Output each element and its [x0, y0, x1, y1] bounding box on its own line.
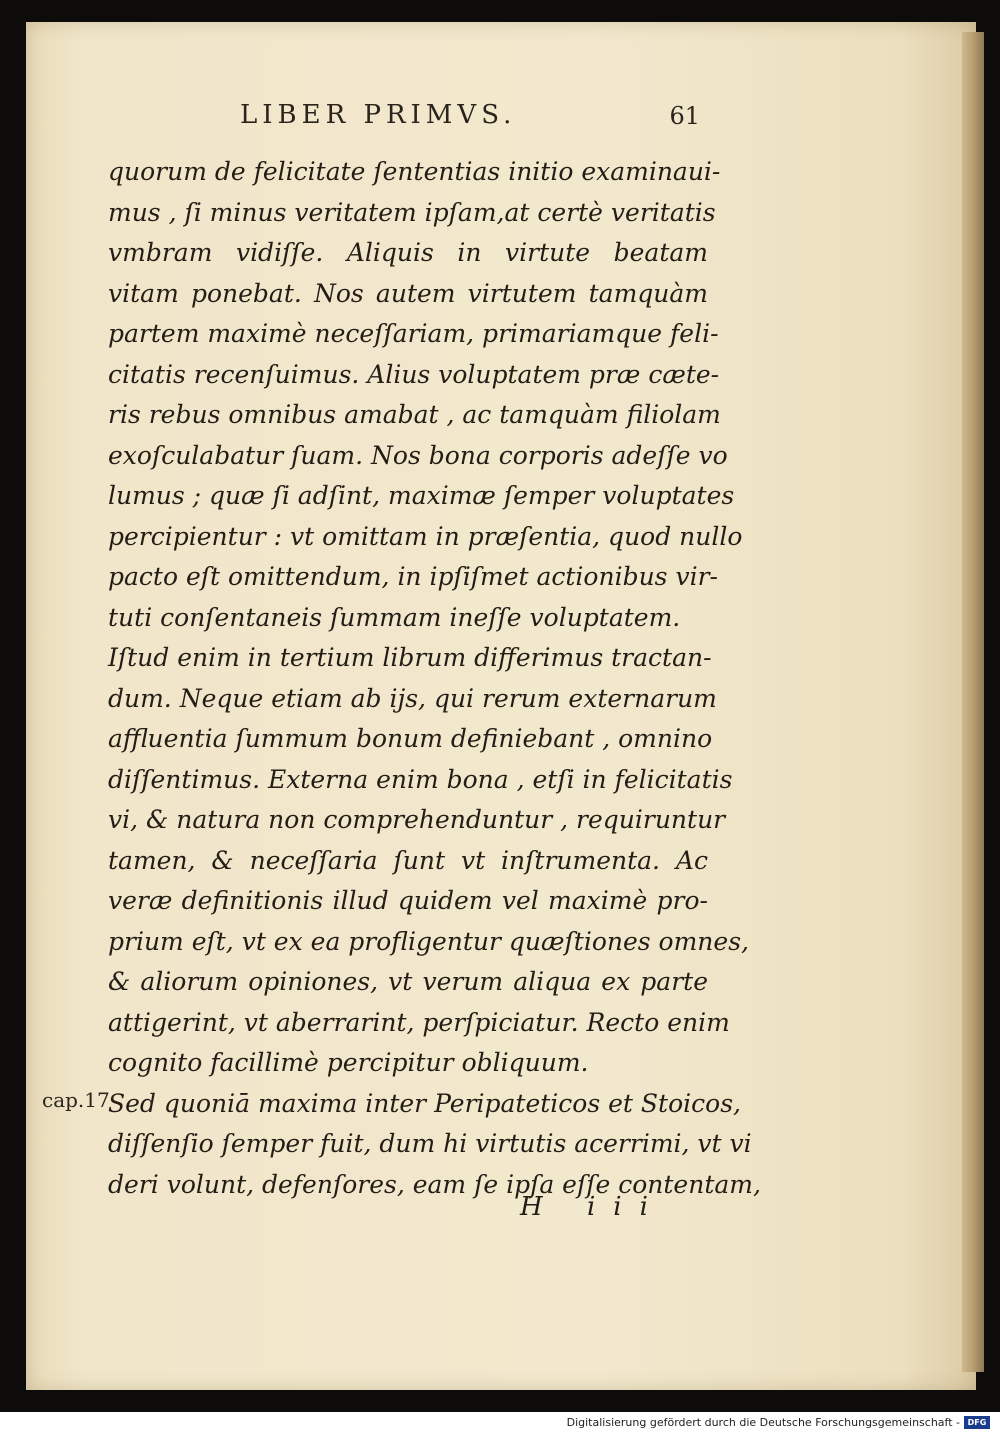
text-line: tuti conſentaneis ſummam ineſſe voluptatem.: [108, 602, 681, 632]
text-line: diſſenſio ſemper fuit, dum hi virtutis acerrimi, vt vi: [108, 1129, 752, 1158]
text-line: Sed quoniā maxima inter Peripateticos et Stoicos,: [108, 1088, 741, 1118]
margin-note: cap.17: [42, 1088, 110, 1112]
text-line: deri volunt, defenſores, eam ſe ipſa eſſe contentam,: [108, 1169, 761, 1199]
text-line: exoſculabatur ſuam. Nos bona corporis adeſſe vo: [108, 440, 728, 470]
text-line: Iſtud enim in tertium librum differimus tractan-: [108, 643, 712, 672]
page-edge: [962, 32, 984, 1372]
text-line: cognito facillimè percipitur obliquum.: [108, 1048, 589, 1077]
running-head: [240, 100, 700, 140]
text-line: pacto eſt omittendum, in ipſiſmet actionibus vir-: [108, 562, 718, 591]
page-number: 61: [669, 102, 700, 130]
body-text: [108, 152, 761, 1205]
footer-credit: Digitalisierung gefördert durch die Deutsche Forschungsgemeinschaft -: [566, 1416, 960, 1429]
running-head-title: LIBER PRIMVS.: [240, 100, 517, 130]
signature-mark: H iii: [520, 1192, 666, 1222]
text-line: veræ definitionis illud quidem vel maximè pro-: [108, 886, 708, 915]
dfg-logo: DFG: [964, 1416, 990, 1429]
text-line: percipientur : vt omittam in præſentia, quod nullo: [108, 521, 743, 551]
text-line: affluentia ſummum bonum definiebant , omnino: [108, 724, 713, 753]
text-line: attigerint, vt aberrarint, perſpiciatur. Recto enim: [108, 1007, 730, 1037]
text-line: vmbram vidiſſe. Aliquis in virtute beatam: [108, 238, 708, 267]
text-line: quorum de felicitate ſententias initio examinaui-: [108, 157, 721, 186]
text-line: ris rebus omnibus amabat , ac tamquàm filiolam: [108, 400, 721, 429]
text-line: prium eſt, vt ex ea profligentur quæſtiones omnes,: [108, 926, 749, 956]
text-line: tamen, & neceſſaria ſunt vt inſtrumenta. Ac: [108, 845, 708, 875]
text-line: & aliorum opiniones, vt verum aliqua ex parte: [108, 967, 708, 996]
text-line: lumus ; quæ ſi adſint, maximæ ſemper voluptates: [108, 481, 735, 510]
text-line: vi, & natura non comprehenduntur , requiruntur: [108, 805, 726, 834]
text-line: dum. Neque etiam ab ijs, qui rerum externarum: [108, 683, 717, 713]
text-line: vitam ponebat. Nos autem virtutem tamquàm: [108, 278, 708, 308]
text-line: mus , ſi minus veritatem ipſam,at certè veritatis: [108, 197, 716, 227]
text-line: diſſentimus. Externa enim bona , etſi in felicitatis: [108, 764, 733, 794]
text-line: partem maximè neceſſariam, primariamque feli-: [108, 319, 719, 348]
text-line: citatis recenſuimus. Alius voluptatem præ cæte-: [108, 359, 720, 389]
